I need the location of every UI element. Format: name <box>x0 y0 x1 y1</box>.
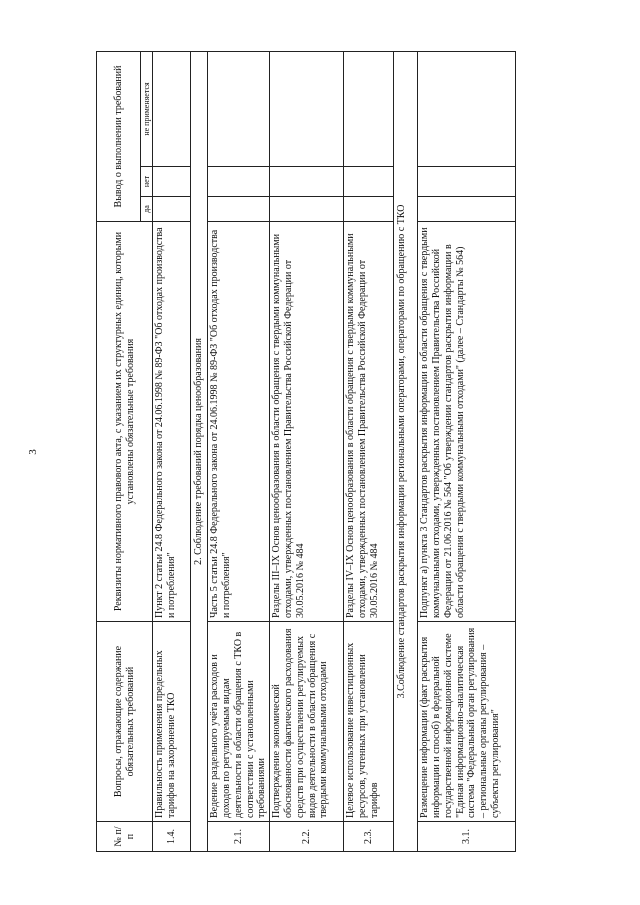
row-question: Размещение информации (факт раскрытия информации и способ) в федеральной государственной информационной системе "Единая информационно-аналитическая система "Федеральный орган регулирования – региональные органы регулирования – субъекты регулирования" <box>418 622 516 822</box>
row-no-cell <box>153 167 191 197</box>
header-col-conclusion: Вывод о выполнении требований <box>97 51 141 221</box>
row-number: 2.2. <box>270 822 344 852</box>
table-row <box>344 51 394 851</box>
header-col-questions: Вопросы, отражающие содержание обязательных требований <box>97 622 153 822</box>
table-row <box>208 51 270 851</box>
section-header <box>191 51 208 851</box>
section-title: 3.Соблюдение стандартов раскрытия информации региональными операторами, операторами по обращению с ТКО <box>394 51 418 851</box>
table-row <box>153 51 191 851</box>
row-requisite: Пункт 2 статьи 24.8 Федерального закона от 24.06.1998 № 89-ФЗ "Об отходах производства и потребления" <box>153 222 191 622</box>
header-col-requisites: Реквизиты нормативного правового акта, с указанием их структурных единиц, которыми установлены обязательные требования <box>97 222 153 622</box>
row-yes-cell <box>153 197 191 222</box>
row-yes-cell <box>270 197 344 222</box>
row-yes-cell <box>418 197 516 222</box>
row-requisite: Подпункт а) пункта 3 Стандартов раскрытия информации в области обращения с твердыми коммунальными отходами, утвержденных постановлением Правительства Российской Федерации от 21.06.2016 № 564 "Об утверждении стандартов раскрытия информации в области обращения с твердыми коммунальными отходами" (далее – Стандарты № 564) <box>418 222 516 622</box>
row-number: 2.3. <box>344 822 394 852</box>
row-no-cell <box>344 167 394 197</box>
header-col-na: не применяется <box>141 51 153 166</box>
row-yes-cell <box>208 197 270 222</box>
row-requisite: Разделы III–IX Основ ценообразования в области обращения с твердыми коммунальными отходами, утвержденных постановлением Правительства Российской Федерации от 30.05.2016 № 484 <box>270 222 344 622</box>
row-question: Правильность применения предельных тарифов на захоронение ТКО <box>153 622 191 822</box>
row-no-cell <box>208 167 270 197</box>
requirements-table <box>96 51 516 852</box>
row-no-cell <box>418 167 516 197</box>
section-title: 2. Соблюдение требований порядка ценообразования <box>191 51 208 851</box>
row-requisite: Разделы IV–IX Основ ценообразования в области обращения с твердыми коммунальными отходами, утвержденных постановлением Правительства Российской Федерации от 30.05.2016 № 484 <box>344 222 394 622</box>
header-col-num: № п/п <box>97 822 153 852</box>
row-no-cell <box>270 167 344 197</box>
row-number: 2.1. <box>208 822 270 852</box>
row-na-cell <box>418 51 516 166</box>
row-number: 3.1. <box>418 822 516 852</box>
row-requisite: Часть 5 статьи 24.8 Федерального закона от 24.06.1998 № 89-ФЗ "Об отходах производства и потребления" <box>208 222 270 622</box>
header-col-yes: да <box>141 197 153 222</box>
row-question: Ведение раздельного учёта расходов и доходов по регулируемым видам деятельности в области обращения с ТКО в соответствии с установленными требованиями <box>208 622 270 822</box>
row-na-cell <box>270 51 344 166</box>
row-question: Подтверждение экономической обоснованности фактического расходования средств при осуществлении регулируемых видов деятельности в области обращения с твердыми коммунальными отходами <box>270 622 344 822</box>
rotated-table-container <box>96 52 596 852</box>
table-row <box>418 51 516 851</box>
table-row <box>270 51 344 851</box>
page-number: 3 <box>26 449 39 455</box>
row-number: 1.4. <box>153 822 191 852</box>
row-yes-cell <box>344 197 394 222</box>
row-na-cell <box>153 51 191 166</box>
row-na-cell <box>344 51 394 166</box>
row-question: Целевое использование инвестиционных ресурсов, учтенных при установлении тарифов <box>344 622 394 822</box>
section-header <box>394 51 418 851</box>
header-col-no: нет <box>141 167 153 197</box>
row-na-cell <box>208 51 270 166</box>
